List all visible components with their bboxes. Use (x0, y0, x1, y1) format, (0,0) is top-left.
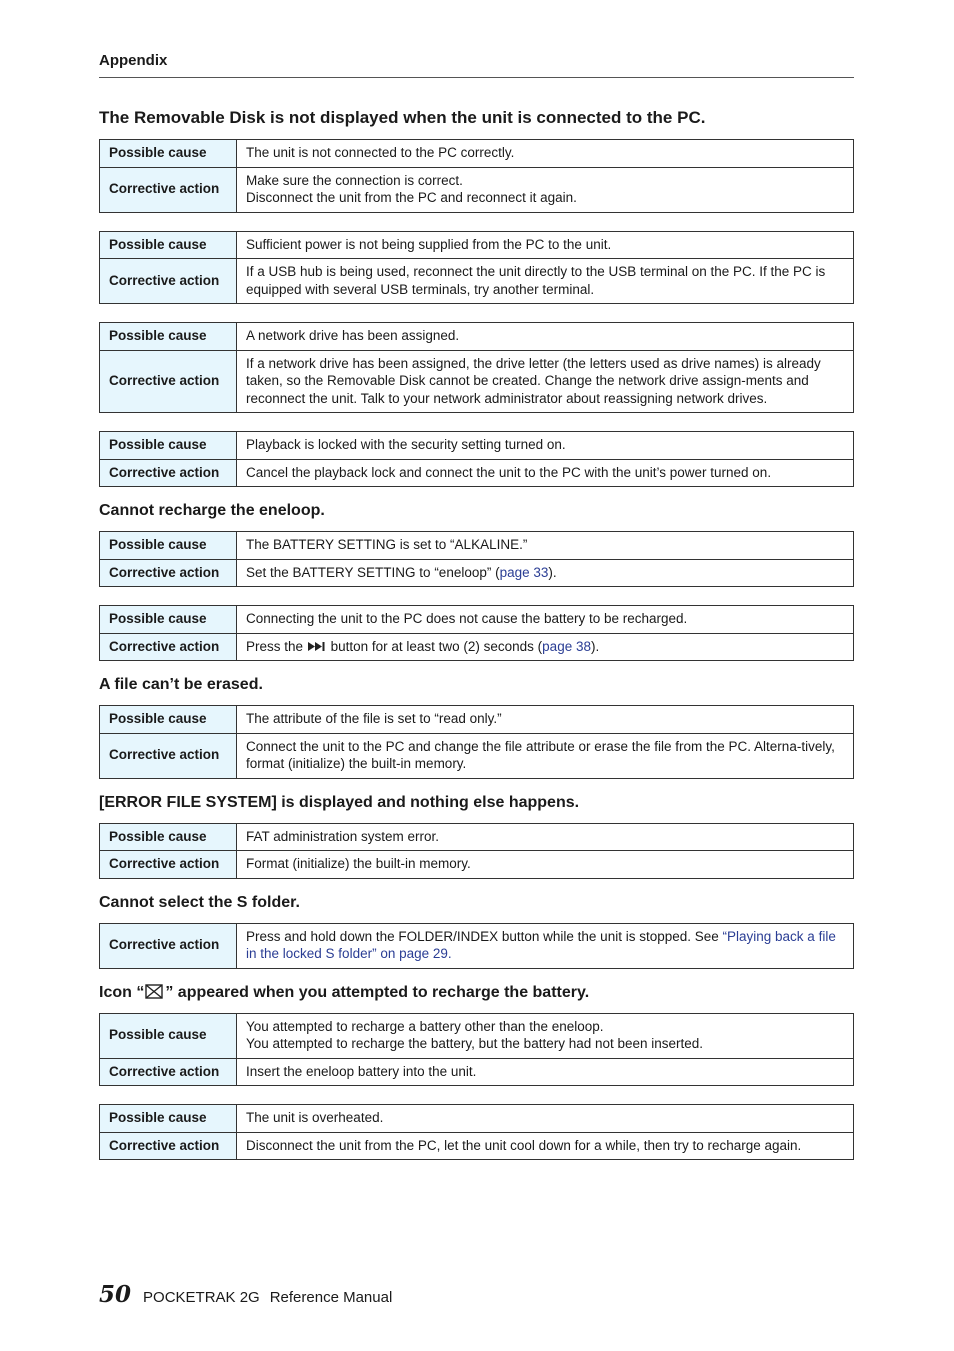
troubleshoot-table (99, 823, 854, 879)
possible-cause-text: The attribute of the file is set to “read only.” (237, 706, 854, 734)
possible-cause-label: Possible cause (100, 606, 237, 634)
section-title-file-erase: A file can’t be erased. (99, 676, 263, 693)
table-row (100, 1058, 854, 1086)
action-text: . (447, 946, 452, 961)
table-row (100, 432, 854, 460)
section-title-removable-disk: The Removable Disk is not displayed when the unit is connected to the PC. (99, 108, 706, 127)
cross-reference-link[interactable]: “Playing back a file in the locked S folder” on page 29 (246, 928, 836, 961)
corrective-action-label: Corrective action (100, 733, 237, 778)
troubleshoot-table (99, 431, 854, 487)
corrective-action-text: If a USB hub is being used, reconnect the unit directly to the USB terminal on the PC. If the PC is equipped with several USB terminals, try another terminal. (237, 259, 854, 304)
battery-error-icon (144, 983, 165, 1000)
table-row (100, 823, 854, 851)
corrective-action-text: Insert the eneloop battery into the unit. (237, 1058, 854, 1086)
cause-line: You attempted to recharge the battery, but the battery had not been inserted. (246, 1036, 704, 1051)
running-header (99, 52, 854, 78)
corrective-action-label: Corrective action (100, 350, 237, 413)
section-title-battery-icon (99, 983, 854, 1002)
corrective-action-text: Connect the unit to the PC and change the file attribute or erase the file from the PC. Alterna-tively, format (initialize) the built-in memory. (237, 733, 854, 778)
possible-cause-text: FAT administration system error. (237, 823, 854, 851)
action-text: button for at least two (2) seconds ( (330, 638, 543, 654)
troubleshoot-table (99, 322, 854, 413)
content (99, 108, 854, 1178)
product-name: POCKETRAK 2G (143, 1289, 260, 1306)
page-footer (99, 1281, 392, 1308)
possible-cause-label: Possible cause (100, 532, 237, 560)
troubleshoot-table (99, 231, 854, 305)
possible-cause-text: A network drive has been assigned. (237, 323, 854, 351)
possible-cause-label: Possible cause (100, 140, 237, 168)
table-row (100, 1132, 854, 1160)
section-title-eneloop: Cannot recharge the eneloop. (99, 502, 325, 519)
corrective-action-label: Corrective action (100, 1132, 237, 1160)
troubleshoot-table (99, 1013, 854, 1087)
table-row (100, 459, 854, 487)
title-text: ” appeared when you attempted to recharge the battery. (165, 983, 590, 1001)
page-link[interactable]: page 33 (499, 564, 549, 580)
section-label: Appendix (99, 52, 168, 69)
possible-cause-text: The unit is not connected to the PC correctly. (237, 140, 854, 168)
action-line: Disconnect the unit from the PC and reconnect it again. (246, 190, 577, 205)
corrective-action-label: Corrective action (100, 633, 237, 661)
troubleshoot-table (99, 705, 854, 779)
table-row (100, 1013, 854, 1058)
action-text: ). (590, 638, 600, 654)
corrective-action-text (237, 633, 854, 661)
possible-cause-label: Possible cause (100, 432, 237, 460)
table-row (100, 167, 854, 212)
section-title-s-folder: Cannot select the S folder. (99, 893, 300, 911)
troubleshoot-table (99, 605, 854, 661)
corrective-action-text: Format (initialize) the built-in memory. (237, 851, 854, 879)
title-text: Icon “ (99, 983, 145, 1001)
table-row (100, 323, 854, 351)
corrective-action-label: Corrective action (100, 459, 237, 487)
corrective-action-label: Corrective action (100, 167, 237, 212)
possible-cause-text (237, 1013, 854, 1058)
table-row (100, 633, 854, 661)
possible-cause-text: The unit is overheated. (237, 1105, 854, 1133)
table-row (100, 231, 854, 259)
possible-cause-text: Connecting the unit to the PC does not cause the battery to be recharged. (237, 606, 854, 634)
table-row (100, 140, 854, 168)
table-row (100, 706, 854, 734)
corrective-action-label: Corrective action (100, 923, 237, 968)
table-row (100, 733, 854, 778)
cause-line: You attempted to recharge a battery other than the eneloop. (246, 1018, 604, 1034)
table-row (100, 350, 854, 413)
possible-cause-label: Possible cause (100, 706, 237, 734)
manual-title: Reference Manual (269, 1289, 393, 1306)
corrective-action-text: Disconnect the unit from the PC, let the unit cool down for a while, then try to recharge again. (237, 1132, 854, 1160)
table-row (100, 923, 854, 968)
corrective-action-label: Corrective action (100, 559, 237, 587)
action-text: ). (548, 564, 557, 580)
table-row (100, 259, 854, 304)
table-row (100, 1105, 854, 1133)
corrective-action-label: Corrective action (100, 851, 237, 879)
possible-cause-label: Possible cause (100, 323, 237, 351)
corrective-action-text: Cancel the playback lock and connect the unit to the PC with the unit’s power turned on. (237, 459, 854, 487)
corrective-action-label: Corrective action (100, 1058, 237, 1086)
table-row (100, 559, 854, 587)
possible-cause-label: Possible cause (100, 1105, 237, 1133)
table-row (100, 851, 854, 879)
action-text: Set the BATTERY SETTING to “eneloop” ( (246, 564, 500, 580)
troubleshoot-table (99, 1104, 854, 1160)
page-link[interactable]: page 38 (542, 638, 591, 654)
table-row (100, 606, 854, 634)
page-number: 50 (99, 1281, 132, 1308)
possible-cause-text: Playback is locked with the security setting turned on. (237, 432, 854, 460)
action-line: Make sure the connection is correct. (246, 172, 463, 188)
possible-cause-label: Possible cause (100, 823, 237, 851)
corrective-action-label: Corrective action (100, 259, 237, 304)
possible-cause-label: Possible cause (100, 231, 237, 259)
skip-forward-icon (307, 639, 327, 650)
section-title-error-file-system: [ERROR FILE SYSTEM] is displayed and nothing else happens. (99, 793, 580, 811)
action-text: Press the (246, 638, 304, 654)
possible-cause-text: The BATTERY SETTING is set to “ALKALINE.” (237, 532, 854, 560)
action-text: Press and hold down the FOLDER/INDEX button while the unit is stopped. See (246, 928, 723, 944)
corrective-action-text (237, 923, 854, 968)
table-row (100, 532, 854, 560)
troubleshoot-table (99, 139, 854, 213)
possible-cause-label: Possible cause (100, 1013, 237, 1058)
corrective-action-text: If a network drive has been assigned, the drive letter (the letters used as drive names) is already taken, so the Removable Disk cannot be created. Change the network drive assign-ments and reconnect the unit. Talk to your network administrator about reassigning network drives. (237, 350, 854, 413)
corrective-action-text (237, 559, 854, 587)
possible-cause-text: Sufficient power is not being supplied from the PC to the unit. (237, 231, 854, 259)
troubleshoot-table (99, 531, 854, 587)
corrective-action-text (237, 167, 854, 212)
troubleshoot-table (99, 923, 854, 969)
